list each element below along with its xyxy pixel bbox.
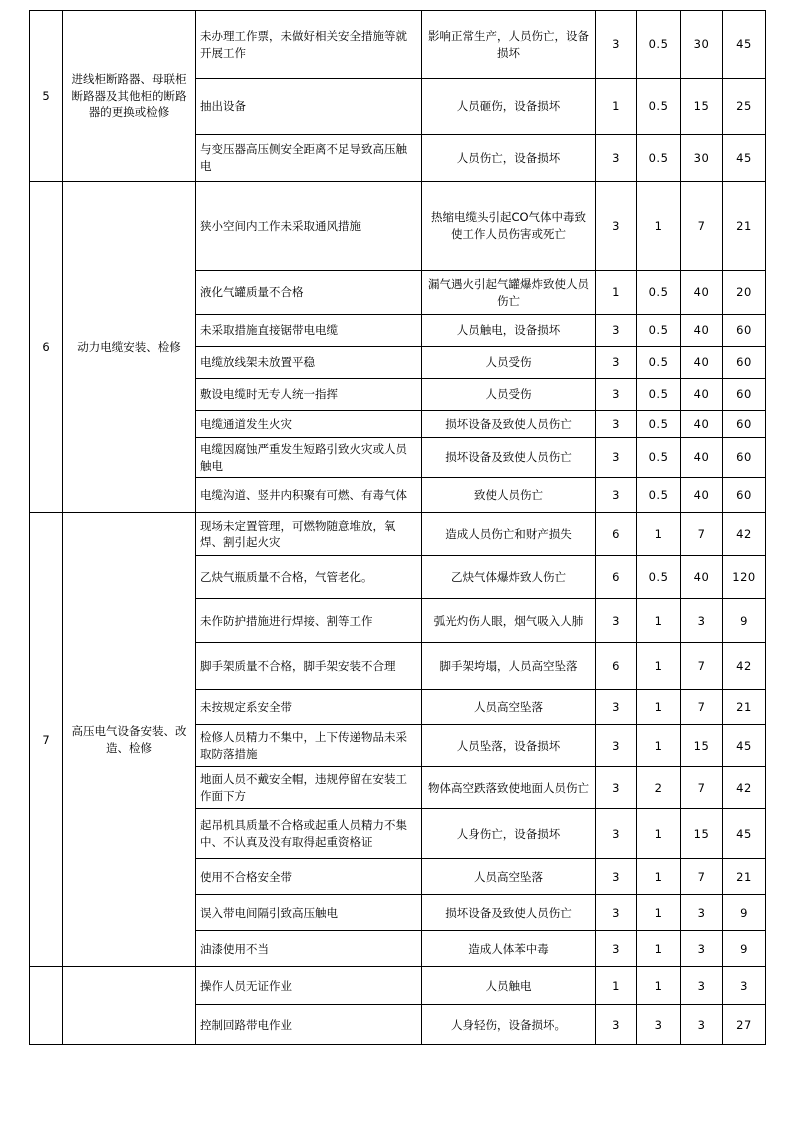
score-c-cell: 7 bbox=[681, 767, 723, 809]
score-c-cell: 30 bbox=[681, 11, 723, 79]
score-l-cell: 6 bbox=[596, 643, 637, 690]
score-c-cell: 3 bbox=[681, 599, 723, 643]
score-l-cell: 3 bbox=[596, 895, 637, 931]
score-l-cell: 3 bbox=[596, 182, 637, 271]
section-activity-cell bbox=[63, 967, 196, 1045]
score-l-cell: 3 bbox=[596, 599, 637, 643]
score-d-cell: 120 bbox=[723, 556, 766, 599]
score-l-cell: 3 bbox=[596, 931, 637, 967]
score-d-cell: 60 bbox=[723, 478, 766, 513]
score-e-cell: 1 bbox=[637, 931, 681, 967]
hazard-cell: 控制回路带电作业 bbox=[196, 1005, 422, 1045]
hazard-cell: 电缆通道发生火灾 bbox=[196, 411, 422, 438]
score-e-cell: 0.5 bbox=[637, 556, 681, 599]
hazard-cell: 狭小空间内工作未采取通风措施 bbox=[196, 182, 422, 271]
score-c-cell: 7 bbox=[681, 182, 723, 271]
hazard-cell: 未按规定系安全带 bbox=[196, 690, 422, 725]
score-c-cell: 40 bbox=[681, 379, 723, 411]
hazard-cell: 未作防护措施进行焊接、割等工作 bbox=[196, 599, 422, 643]
hazard-cell: 检修人员精力不集中，上下传递物品未采取防落措施 bbox=[196, 725, 422, 767]
consequence-cell: 人员砸伤，设备损坏 bbox=[422, 79, 596, 135]
score-e-cell: 1 bbox=[637, 513, 681, 556]
score-d-cell: 45 bbox=[723, 809, 766, 859]
hazard-cell: 敷设电缆时无专人统一指挥 bbox=[196, 379, 422, 411]
hazard-cell: 未采取措施直接锯带电电缆 bbox=[196, 315, 422, 347]
consequence-cell: 损坏设备及致使人员伤亡 bbox=[422, 438, 596, 478]
score-d-cell: 25 bbox=[723, 79, 766, 135]
hazard-cell: 地面人员不戴安全帽，违规停留在安装工作面下方 bbox=[196, 767, 422, 809]
hazard-cell: 现场未定置管理，可燃物随意堆放，氧焊、割引起火灾 bbox=[196, 513, 422, 556]
score-e-cell: 0.5 bbox=[637, 379, 681, 411]
section-activity-cell: 进线柜断路器、母联柜断路器及其他柜的断路器的更换或检修 bbox=[63, 11, 196, 182]
consequence-cell: 造成人员伤亡和财产损失 bbox=[422, 513, 596, 556]
score-e-cell: 1 bbox=[637, 599, 681, 643]
score-e-cell: 0.5 bbox=[637, 478, 681, 513]
score-d-cell: 45 bbox=[723, 725, 766, 767]
score-e-cell: 1 bbox=[637, 895, 681, 931]
score-l-cell: 3 bbox=[596, 690, 637, 725]
score-l-cell: 3 bbox=[596, 478, 637, 513]
table-row bbox=[30, 182, 766, 271]
table-row bbox=[30, 967, 766, 1005]
score-e-cell: 1 bbox=[637, 809, 681, 859]
score-c-cell: 40 bbox=[681, 556, 723, 599]
score-e-cell: 0.5 bbox=[637, 347, 681, 379]
score-d-cell: 21 bbox=[723, 859, 766, 895]
score-d-cell: 9 bbox=[723, 931, 766, 967]
score-l-cell: 3 bbox=[596, 725, 637, 767]
score-d-cell: 60 bbox=[723, 379, 766, 411]
hazard-cell: 液化气罐质量不合格 bbox=[196, 271, 422, 315]
score-e-cell: 0.5 bbox=[637, 438, 681, 478]
score-e-cell: 0.5 bbox=[637, 271, 681, 315]
score-l-cell: 3 bbox=[596, 411, 637, 438]
score-l-cell: 3 bbox=[596, 767, 637, 809]
hazard-cell: 起吊机具质量不合格或起重人员精力不集中、不认真及没有取得起重资格证 bbox=[196, 809, 422, 859]
score-l-cell: 1 bbox=[596, 79, 637, 135]
score-e-cell: 1 bbox=[637, 967, 681, 1005]
score-e-cell: 0.5 bbox=[637, 411, 681, 438]
score-l-cell: 1 bbox=[596, 967, 637, 1005]
score-c-cell: 40 bbox=[681, 478, 723, 513]
consequence-cell: 脚手架垮塌，人员高空坠落 bbox=[422, 643, 596, 690]
consequence-cell: 人身伤亡，设备损坏 bbox=[422, 809, 596, 859]
consequence-cell: 物体高空跌落致使地面人员伤亡 bbox=[422, 767, 596, 809]
hazard-cell: 脚手架质量不合格，脚手架安装不合理 bbox=[196, 643, 422, 690]
consequence-cell: 造成人体苯中毒 bbox=[422, 931, 596, 967]
consequence-cell: 人员伤亡，设备损坏 bbox=[422, 135, 596, 182]
consequence-cell: 损坏设备及致使人员伤亡 bbox=[422, 895, 596, 931]
score-c-cell: 7 bbox=[681, 513, 723, 556]
score-d-cell: 45 bbox=[723, 11, 766, 79]
score-e-cell: 0.5 bbox=[637, 79, 681, 135]
score-c-cell: 7 bbox=[681, 859, 723, 895]
consequence-cell: 弧光灼伤人眼，烟气吸入人肺 bbox=[422, 599, 596, 643]
score-c-cell: 40 bbox=[681, 271, 723, 315]
consequence-cell: 人员受伤 bbox=[422, 379, 596, 411]
score-l-cell: 3 bbox=[596, 135, 637, 182]
section-number-cell: 7 bbox=[30, 513, 63, 967]
consequence-cell: 漏气遇火引起气罐爆炸致使人员伤亡 bbox=[422, 271, 596, 315]
score-e-cell: 0.5 bbox=[637, 315, 681, 347]
score-e-cell: 1 bbox=[637, 859, 681, 895]
score-d-cell: 42 bbox=[723, 643, 766, 690]
score-c-cell: 3 bbox=[681, 967, 723, 1005]
score-c-cell: 40 bbox=[681, 438, 723, 478]
score-l-cell: 6 bbox=[596, 556, 637, 599]
consequence-cell: 乙炔气体爆炸致人伤亡 bbox=[422, 556, 596, 599]
score-l-cell: 6 bbox=[596, 513, 637, 556]
score-c-cell: 3 bbox=[681, 931, 723, 967]
score-l-cell: 3 bbox=[596, 11, 637, 79]
score-d-cell: 21 bbox=[723, 182, 766, 271]
score-c-cell: 40 bbox=[681, 315, 723, 347]
score-d-cell: 27 bbox=[723, 1005, 766, 1045]
section-activity-cell: 高压电气设备安装、改造、检修 bbox=[63, 513, 196, 967]
hazard-cell: 乙炔气瓶质量不合格，气管老化。 bbox=[196, 556, 422, 599]
consequence-cell: 人员受伤 bbox=[422, 347, 596, 379]
score-c-cell: 30 bbox=[681, 135, 723, 182]
score-e-cell: 1 bbox=[637, 725, 681, 767]
score-l-cell: 3 bbox=[596, 859, 637, 895]
score-e-cell: 3 bbox=[637, 1005, 681, 1045]
hazard-cell: 电缆沟道、竖井内积聚有可燃、有毒气体 bbox=[196, 478, 422, 513]
consequence-cell: 人员高空坠落 bbox=[422, 690, 596, 725]
hazard-cell: 未办理工作票，未做好相关安全措施等就开展工作 bbox=[196, 11, 422, 79]
score-l-cell: 3 bbox=[596, 1005, 637, 1045]
score-l-cell: 1 bbox=[596, 271, 637, 315]
consequence-cell: 人身轻伤，设备损坏。 bbox=[422, 1005, 596, 1045]
score-d-cell: 60 bbox=[723, 411, 766, 438]
score-e-cell: 1 bbox=[637, 182, 681, 271]
table-row bbox=[30, 513, 766, 556]
score-d-cell: 60 bbox=[723, 438, 766, 478]
risk-assessment-table bbox=[29, 10, 766, 1045]
hazard-cell: 操作人员无证作业 bbox=[196, 967, 422, 1005]
score-l-cell: 3 bbox=[596, 379, 637, 411]
score-e-cell: 0.5 bbox=[637, 135, 681, 182]
score-c-cell: 15 bbox=[681, 79, 723, 135]
section-activity-cell: 动力电缆安装、检修 bbox=[63, 182, 196, 513]
score-d-cell: 3 bbox=[723, 967, 766, 1005]
score-c-cell: 3 bbox=[681, 895, 723, 931]
score-e-cell: 1 bbox=[637, 643, 681, 690]
score-c-cell: 40 bbox=[681, 347, 723, 379]
hazard-cell: 使用不合格安全带 bbox=[196, 859, 422, 895]
consequence-cell: 人员坠落，设备损坏 bbox=[422, 725, 596, 767]
score-d-cell: 42 bbox=[723, 513, 766, 556]
hazard-cell: 误入带电间隔引致高压触电 bbox=[196, 895, 422, 931]
table-row bbox=[30, 11, 766, 79]
hazard-cell: 电缆放线架未放置平稳 bbox=[196, 347, 422, 379]
score-d-cell: 20 bbox=[723, 271, 766, 315]
score-d-cell: 9 bbox=[723, 895, 766, 931]
score-e-cell: 2 bbox=[637, 767, 681, 809]
score-d-cell: 9 bbox=[723, 599, 766, 643]
score-e-cell: 1 bbox=[637, 690, 681, 725]
score-c-cell: 15 bbox=[681, 809, 723, 859]
hazard-cell: 油漆使用不当 bbox=[196, 931, 422, 967]
score-d-cell: 60 bbox=[723, 315, 766, 347]
score-c-cell: 7 bbox=[681, 690, 723, 725]
score-l-cell: 3 bbox=[596, 438, 637, 478]
consequence-cell: 致使人员伤亡 bbox=[422, 478, 596, 513]
score-c-cell: 7 bbox=[681, 643, 723, 690]
section-number-cell: 6 bbox=[30, 182, 63, 513]
score-l-cell: 3 bbox=[596, 809, 637, 859]
consequence-cell: 损坏设备及致使人员伤亡 bbox=[422, 411, 596, 438]
score-l-cell: 3 bbox=[596, 315, 637, 347]
hazard-cell: 电缆因腐蚀严重发生短路引致火灾或人员触电 bbox=[196, 438, 422, 478]
score-d-cell: 21 bbox=[723, 690, 766, 725]
section-number-cell bbox=[30, 967, 63, 1045]
hazard-cell: 与变压器高压侧安全距离不足导致高压触电 bbox=[196, 135, 422, 182]
score-e-cell: 0.5 bbox=[637, 11, 681, 79]
score-d-cell: 42 bbox=[723, 767, 766, 809]
consequence-cell: 人员触电 bbox=[422, 967, 596, 1005]
consequence-cell: 人员触电，设备损坏 bbox=[422, 315, 596, 347]
score-c-cell: 15 bbox=[681, 725, 723, 767]
consequence-cell: 影响正常生产，人员伤亡，设备损坏 bbox=[422, 11, 596, 79]
consequence-cell: 热缩电缆头引起CO气体中毒致使工作人员伤害或死亡 bbox=[422, 182, 596, 271]
score-c-cell: 3 bbox=[681, 1005, 723, 1045]
hazard-cell: 抽出设备 bbox=[196, 79, 422, 135]
score-l-cell: 3 bbox=[596, 347, 637, 379]
section-number-cell: 5 bbox=[30, 11, 63, 182]
score-d-cell: 60 bbox=[723, 347, 766, 379]
score-c-cell: 40 bbox=[681, 411, 723, 438]
table-body bbox=[30, 11, 766, 1045]
consequence-cell: 人员高空坠落 bbox=[422, 859, 596, 895]
score-d-cell: 45 bbox=[723, 135, 766, 182]
